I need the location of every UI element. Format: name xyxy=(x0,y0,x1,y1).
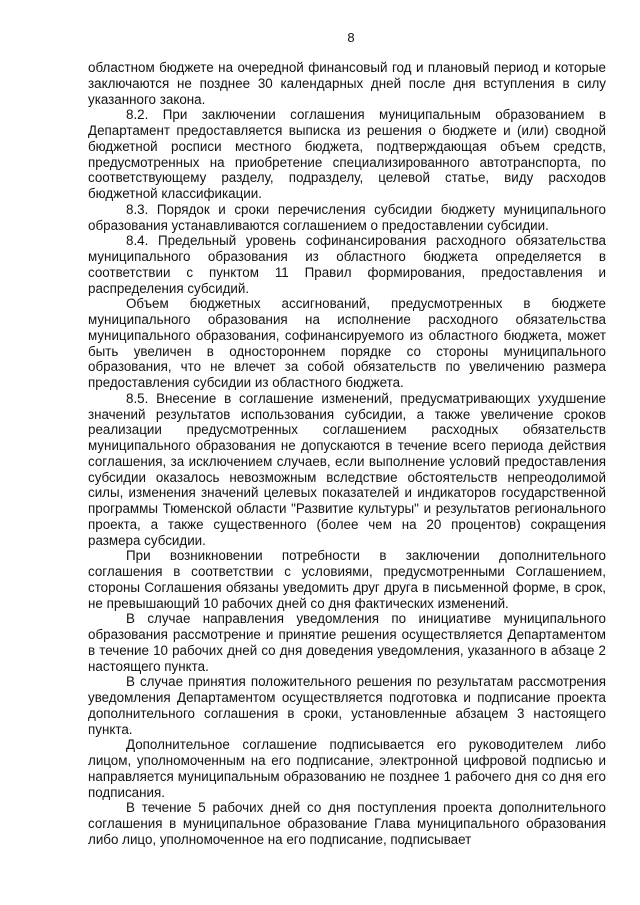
paragraph-notification-initiative: В случае направления уведомления по инициативе муниципального образования рассмотрение и принятие решения осуществляется Департаментом в течение 10 рабочих дней со дня доведения уведомления, указанного в абзаце 2 настоящего пункта. xyxy=(88,611,606,674)
paragraph-five-days: В течение 5 рабочих дней со дня поступления проекта дополнительного соглашения в муниципальное образование Глава муниципального образования либо лицо, уполномоченное на его подписание, подписывает xyxy=(88,800,606,847)
paragraph-continuation: областном бюджете на очередной финансовый год и плановый период и которые заключаются не позднее 30 календарных дней после дня вступления в силу указанного закона. xyxy=(88,60,606,107)
paragraph-additional-agreement-need: При возникновении потребности в заключении дополнительного соглашения в соответствии с условиями, предусмотренными Соглашением, стороны Соглашения обязаны уведомить друг друга в письменной форме, в срок, не превышающий 10 рабочих дней со дня фактических изменений. xyxy=(88,548,606,611)
paragraph-8-3: 8.3. Порядок и сроки перечисления субсидии бюджету муниципального образования устанавливаются соглашением о предоставлении субсидии. xyxy=(88,201,606,233)
page-number: 8 xyxy=(347,30,355,45)
paragraph-signing: Дополнительное соглашение подписывается его руководителем либо лицом, уполномоченным на его подписание, электронной цифровой подписью и направляется муниципальным образованию не позднее 1 рабочего дня со дня его подписания. xyxy=(88,737,606,800)
paragraph-budget-allocation: Объем бюджетных ассигнований, предусмотренных в бюджете муниципального образования на исполнение расходного обязательства муниципального образования, софинансируемого из областного бюджета, может быть увеличен в одностороннем порядке со стороны муниципального образования, что не влечет за собой обязательств по увеличению размера предоставления субсидии из областного бюджета. xyxy=(88,296,606,390)
document-body xyxy=(88,60,606,848)
paragraph-8-4: 8.4. Предельный уровень софинансирования расходного обязательства муниципального образования из областного бюджета определяется в соответствии с пунктом 11 Правил формирования, предоставления и распределения субсидий. xyxy=(88,233,606,296)
paragraph-8-5: 8.5. Внесение в соглашение изменений, предусматривающих ухудшение значений результатов использования субсидии, а также увеличение сроков реализации предусмотренных соглашением расходных обязательств муниципального образования не допускаются в течение всего периода действия соглашения, за исключением случаев, если выполнение условий предоставления субсидии оказалось невозможным вследствие обстоятельств непреодолимой силы, изменения значений целевых показателей и индикаторов государственной программы Тюменской области "Развитие культуры" и результатов регионального проекта, а также существенного (более чем на 20 процентов) сокращения размера субсидии. xyxy=(88,390,606,548)
paragraph-positive-decision: В случае принятия положительного решения по результатам рассмотрения уведомления Департаментом осуществляется подготовка и подписание проекта дополнительного соглашения в сроки, установленные абзацем 3 настоящего пункта. xyxy=(88,674,606,737)
paragraph-8-2: 8.2. При заключении соглашения муниципальным образованием в Департамент предоставляется выписка из решения о бюджете и (или) сводной бюджетной росписи местного бюджета, подтверждающая объем средств, предусмотренных на приобретение специализированного автотранспорта, по соответствующему разделу, подразделу, целевой статье, виду расходов бюджетной классификации. xyxy=(88,107,606,201)
